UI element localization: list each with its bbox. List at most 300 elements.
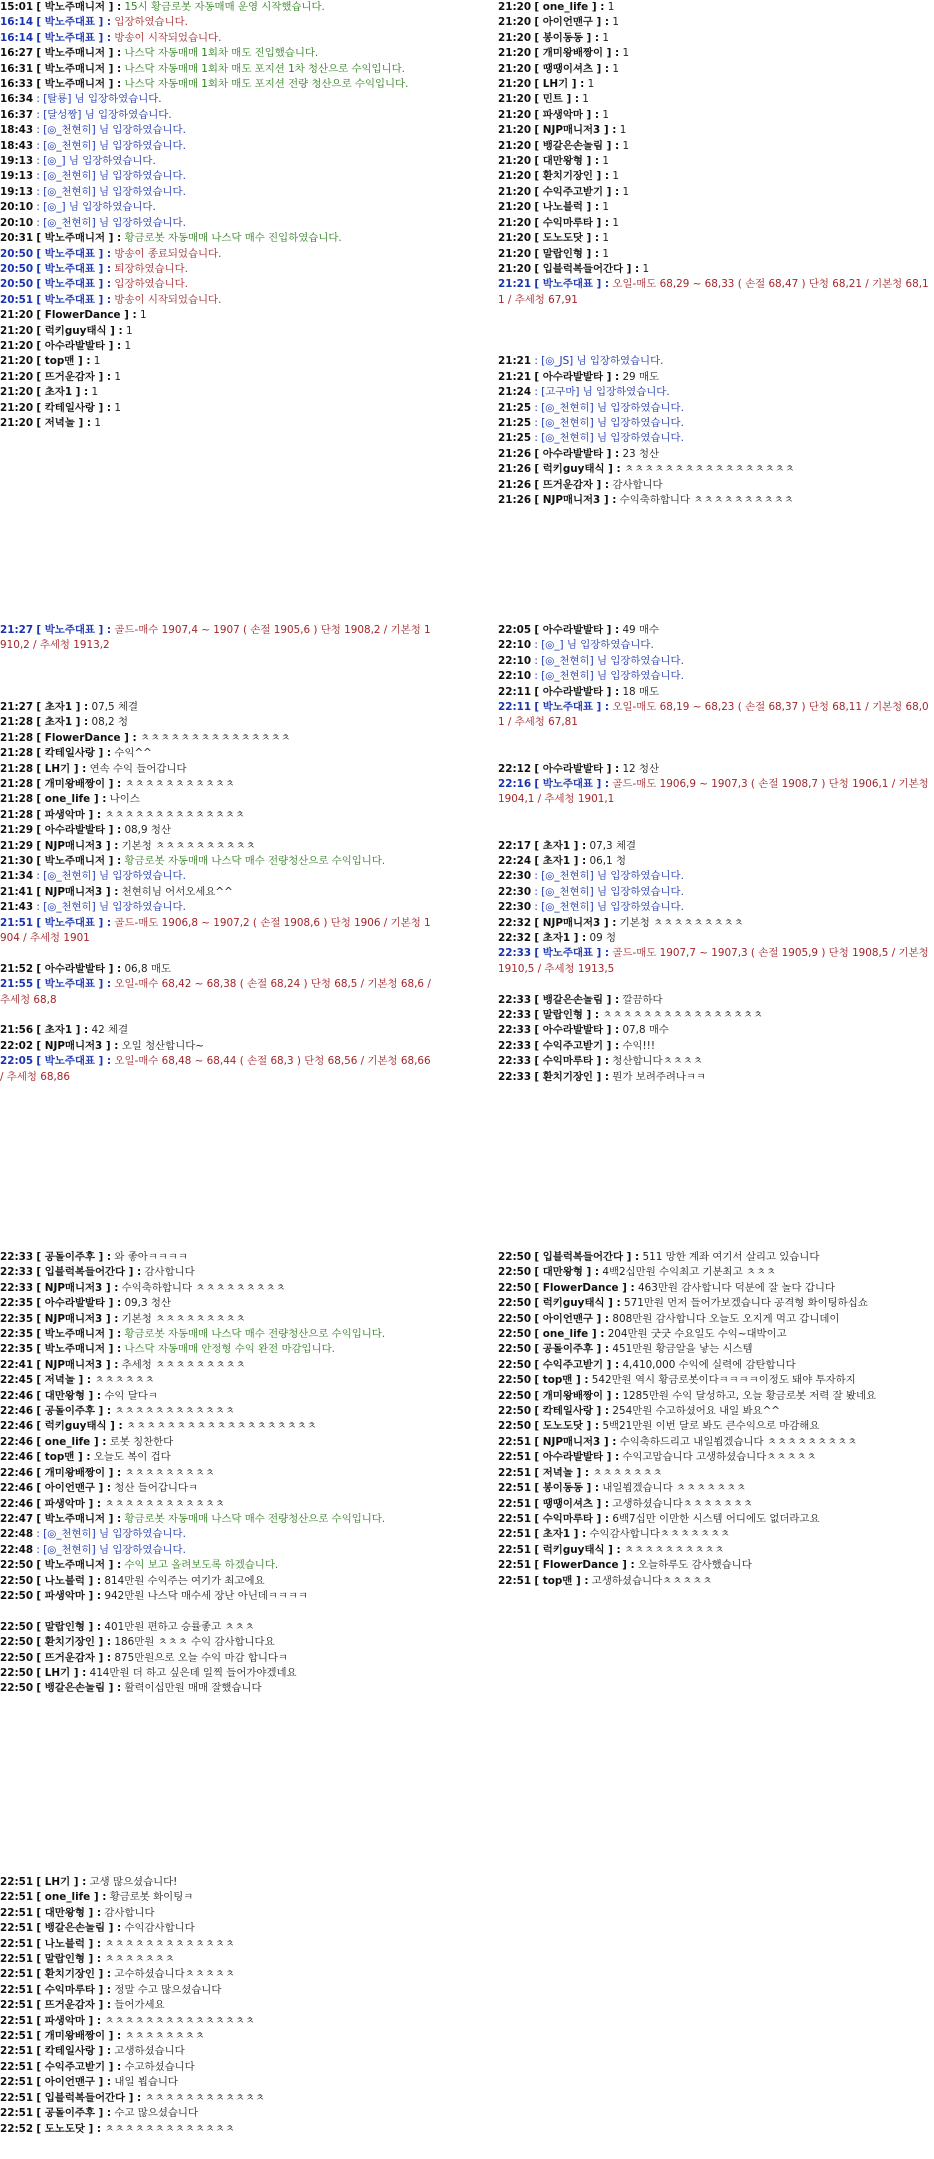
chat-message: [0, 1620, 436, 1635]
message-author: [ 럭키guy태식 ] :: [534, 1297, 621, 1310]
message-time: 22:33: [498, 1024, 532, 1037]
message-author: [ 저녁놀 ] :: [36, 1374, 92, 1387]
chat-message: [498, 15, 934, 30]
message-author: [ NJP매니저3 ] :: [36, 1039, 119, 1052]
message-text: 수익 달다ㅋ: [104, 1389, 158, 1402]
message-author: [ 말랍인형 ] :: [36, 1953, 102, 1966]
message-text: 18 매도: [622, 685, 660, 698]
message-author: [ one_life ] :: [36, 1891, 107, 1904]
chat-message: [0, 1327, 436, 1342]
message-text: : [◎_천현히] 님 입장하였습니다.: [534, 901, 684, 914]
message-text: ㅊㅊㅊㅊㅊㅊㅊㅊㅊㅊㅊㅊ: [104, 1497, 225, 1510]
message-text: 1: [602, 232, 609, 245]
message-author: [ 뜨거운감자 ] :: [36, 370, 112, 383]
chat-message: [0, 77, 436, 92]
message-time: 21:20: [0, 324, 34, 337]
message-author: [ 수익주고받기 ] :: [534, 1358, 620, 1371]
message-text: 나이스: [109, 793, 140, 806]
message-author: [ 뱅갈은손놀림 ] :: [36, 1682, 122, 1695]
message-time: 22:33: [0, 1251, 34, 1263]
message-author: [ 아이언맨구 ] :: [36, 2076, 112, 2089]
message-time: 22:11: [498, 701, 532, 714]
message-text: : [◎_천현히] 님 입장하였습니다.: [534, 654, 684, 667]
message-author: [ NJP매니저3 ] :: [534, 493, 617, 506]
message-author: [ 럭키guy태식 ] :: [534, 463, 621, 476]
message-author: [ LH기 ] :: [36, 1666, 87, 1679]
message-author: [ 환치기장인 ] :: [534, 170, 610, 183]
message-author: [ 도노도닷 ] :: [534, 1420, 600, 1433]
message-author: [ 초자1 ] :: [36, 716, 89, 729]
message-text: 814만원 수익주는 여기가 최고에요: [104, 1574, 265, 1587]
chat-message: [498, 1466, 934, 1481]
message-time: 22:50: [0, 1666, 34, 1679]
chat-system-message: [0, 154, 436, 169]
message-author: [ 박노주대표 ] :: [36, 978, 112, 991]
message-time: 22:50: [498, 1358, 532, 1371]
message-author: [ NJP매니저3 ] :: [534, 124, 617, 137]
chat-message: [0, 1281, 436, 1296]
chat-message: [0, 808, 436, 823]
message-author: [ 박노주대표 ] :: [36, 16, 112, 29]
message-time: 22:51: [0, 1953, 34, 1966]
message-author: [ NJP매니저3 ] :: [36, 839, 119, 852]
message-time: 22:51: [0, 1983, 34, 1996]
chat-message: [0, 792, 436, 807]
message-time: 22:35: [0, 1343, 34, 1356]
message-author: [ 박노주대표 ] :: [36, 1055, 112, 1068]
message-text: 오일-매수 68,42 ~ 68,38 ( 손절 68,24 ) 단청 68,5 / 기본청 68,6 / 추세청 68,8: [0, 978, 431, 1006]
message-text: ㅊㅊㅊㅊㅊㅊㅊㅊㅊㅊㅊㅊㅊㅊㅊㅊ: [602, 1009, 763, 1022]
message-text: 1: [622, 47, 630, 60]
chat-spacer: [498, 808, 934, 823]
message-time: 16:31: [0, 62, 34, 75]
message-author: [ 봉이동동 ] :: [534, 1482, 600, 1495]
message-time: 22:46: [0, 1466, 34, 1479]
message-author: [ FlowerDance ] :: [534, 1559, 635, 1572]
message-author: [ 럭키guy태식 ] :: [36, 324, 123, 337]
message-author: [ 아수라발발타 ] :: [36, 1297, 122, 1310]
message-author: [ 입블럭복들어간다 ] :: [534, 262, 640, 275]
message-text: 1: [622, 185, 630, 198]
chat-message: [0, 247, 436, 262]
message-time: 21:28: [0, 731, 34, 744]
message-author: [ 파생악마 ] :: [36, 2014, 102, 2027]
message-author: [ 공돌이주후 ] :: [36, 2107, 112, 2120]
message-author: [ FlowerDance ] :: [36, 731, 137, 744]
message-time: 21:20: [0, 355, 34, 368]
chat-system-message: [498, 416, 934, 431]
message-time: 21:21: [498, 370, 532, 383]
chat-message: [498, 762, 934, 777]
chat-message: [498, 1450, 934, 1465]
message-author: [ 입블럭복들어간다 ] :: [36, 1266, 142, 1279]
message-time: 21:20: [498, 216, 532, 229]
chat-message: [498, 1389, 934, 1404]
chat-panel-7: [0, 1875, 436, 2137]
message-text: 깔끔하다: [622, 993, 663, 1006]
message-time: 16:33: [0, 78, 34, 91]
message-text: ㅊㅊㅊㅊㅊㅊㅊㅊㅊㅊㅊㅊ: [114, 1405, 235, 1418]
message-time: 22:50: [498, 1328, 532, 1341]
message-text: 골드-매도 1907,7 ~ 1907,3 ( 손절 1905,9 ) 단청 1908,5 / 기본청 1910,5 / 추세청 1913,5: [498, 947, 929, 975]
chat-message: [498, 1312, 934, 1327]
chat-message: [0, 1574, 436, 1589]
chat-message: [498, 1054, 934, 1069]
chat-panel-6: [498, 1250, 934, 1589]
chat-message: [0, 1466, 436, 1481]
chat-message: [498, 1435, 934, 1450]
message-text: 1: [91, 386, 99, 399]
message-author: [ 나노블럭 ] :: [36, 1574, 102, 1587]
message-text: : [◎_] 님 입장하였습니다.: [534, 639, 654, 652]
message-time: 22:51: [498, 1497, 532, 1510]
chat-message: [0, 777, 436, 792]
message-author: [ 도노도닷 ] :: [36, 2122, 102, 2135]
chat-message: [498, 77, 934, 92]
message-text: 08,2 청: [91, 716, 128, 729]
message-text: 수익축하드리고 내일뵙겠습니다 ㅊㅊㅊㅊㅊㅊㅊㅊㅊ: [619, 1435, 858, 1448]
message-author: [ 수익마루타 ] :: [534, 1512, 610, 1525]
message-time: 20:50: [0, 247, 34, 260]
message-author: [ 초자1 ] :: [534, 932, 587, 945]
chat-message: [0, 2060, 436, 2075]
chat-message: [0, 623, 436, 654]
chat-message: [498, 839, 934, 854]
message-author: [ 뱅갈은손놀림 ] :: [534, 139, 620, 152]
chat-message: [0, 1890, 436, 1905]
message-time: 22:33: [498, 947, 532, 960]
message-text: 1: [602, 31, 609, 44]
chat-panel-4: [498, 623, 934, 1085]
chat-panel-1: [0, 0, 436, 431]
chat-spacer: [0, 1604, 436, 1619]
message-text: 오일 청산합니다~: [121, 1039, 205, 1052]
chat-message: [498, 200, 934, 215]
message-text: 1: [94, 416, 101, 429]
message-author: [ 뱅갈은손놀림 ] :: [534, 993, 620, 1006]
message-author: [ 개미왕배짱이 ] :: [36, 1466, 122, 1479]
message-time: 16:14: [0, 16, 34, 29]
chat-system-message: [498, 869, 934, 884]
message-text: 황금로봇 자동매매 나스닥 매수 진입하였습니다.: [124, 232, 342, 245]
message-text: 고생하셨습니다ㅊㅊㅊㅊㅊㅊㅊ: [612, 1497, 753, 1510]
message-time: 22:50: [0, 1636, 34, 1649]
message-time: 22:48: [0, 1528, 34, 1541]
message-author: [ 파생악마 ] :: [36, 1497, 102, 1510]
message-text: 571만원 먼저 들어가보겠습니다 공격형 화이팅하십쇼: [623, 1297, 868, 1310]
message-text: ㅊㅊㅊㅊㅊㅊ: [94, 1374, 155, 1387]
chat-message: [0, 885, 436, 900]
message-time: 22:51: [0, 1906, 34, 1919]
message-author: [ 공돌이주후 ] :: [36, 1405, 112, 1418]
message-text: 뭔가 보려주려나ㅋㅋ: [612, 1070, 707, 1083]
chat-message: [498, 1404, 934, 1419]
message-time: 22:51: [498, 1482, 532, 1495]
message-time: 21:20: [498, 201, 532, 214]
message-text: 451만원 황금알을 낳는 시스템: [612, 1343, 753, 1356]
chat-message: [498, 1558, 934, 1573]
message-time: 16:37: [0, 108, 34, 121]
message-text: 42 체결: [91, 1024, 129, 1037]
message-time: 22:35: [0, 1297, 34, 1310]
message-text: 고생 많으셨습니다!: [89, 1876, 178, 1888]
chat-system-message: [498, 401, 934, 416]
message-time: 22:33: [498, 1039, 532, 1052]
message-text: 1: [612, 16, 620, 29]
message-author: [ 아수라발발타 ] :: [534, 1451, 620, 1464]
chat-spacer: [498, 977, 934, 992]
message-author: [ 말랍인형 ] :: [36, 1620, 102, 1633]
message-time: 22:51: [498, 1451, 532, 1464]
message-text: ㅊㅊㅊㅊㅊㅊㅊㅊㅊㅊㅊㅊㅊㅊ: [104, 808, 245, 821]
message-author: [ 칵테일사랑 ] :: [36, 2045, 112, 2058]
message-time: 19:13: [0, 170, 34, 183]
chat-system-message: [498, 654, 934, 669]
chat-message: [0, 1039, 436, 1054]
message-text: 수익감사합니다ㅊㅊㅊㅊㅊㅊㅊ: [589, 1528, 731, 1541]
message-text: 4백2십만원 수익최고 기분최고 ㅊㅊㅊ: [602, 1266, 777, 1279]
message-text: 186만원 ㅊㅊㅊ 수익 감사합니다요: [114, 1636, 275, 1649]
message-author: [ 환치기장인 ] :: [36, 1968, 112, 1981]
message-author: [ 수익주고받기 ] :: [534, 185, 620, 198]
message-time: 22:45: [0, 1374, 34, 1387]
message-author: [ 칵테일사랑 ] :: [36, 747, 112, 760]
message-author: [ 박노주대표 ] :: [534, 701, 610, 714]
message-time: 22:50: [498, 1374, 532, 1387]
message-time: 21:20: [498, 262, 532, 275]
message-time: 22:12: [498, 762, 532, 775]
message-text: 414만원 더 하고 싶은데 일찍 들어가야겠네요: [89, 1666, 297, 1679]
message-author: [ NJP매니저3 ] :: [36, 1358, 119, 1371]
message-time: 21:29: [0, 839, 34, 852]
chat-message: [498, 31, 934, 46]
chat-message: [0, 977, 436, 1008]
message-time: 21:20: [498, 47, 532, 60]
message-author: [ 아수라발발타 ] :: [534, 370, 620, 383]
message-author: [ 초자1 ] :: [534, 855, 587, 868]
chat-message: [0, 1651, 436, 1666]
message-text: : [◎_] 님 입장하였습니다.: [36, 155, 156, 168]
chat-spacer: [0, 946, 436, 961]
message-text: 511 망한 계좌 여기서 살리고 있습니다: [642, 1251, 820, 1263]
message-time: 22:11: [498, 685, 532, 698]
message-author: [ 초자1 ] :: [534, 1528, 587, 1541]
message-author: [ 아이언맨구 ] :: [36, 1482, 112, 1495]
chat-message: [0, 1342, 436, 1357]
message-text: 15시 황금로봇 자동매매 운영 시작했습니다.: [124, 1, 325, 13]
message-time: 22:51: [498, 1559, 532, 1572]
chat-message: [0, 62, 436, 77]
message-time: 22:46: [0, 1451, 34, 1464]
message-text: 내일뵙겠습니다 ㅊㅊㅊㅊㅊㅊㅊ: [602, 1482, 747, 1495]
message-time: 22:50: [498, 1251, 532, 1263]
message-time: 20:50: [0, 262, 34, 275]
message-author: [ 아수라발발타 ] :: [534, 762, 620, 775]
chat-system-message: [498, 900, 934, 915]
message-author: [ 수익주고받기 ] :: [36, 2060, 122, 2073]
message-text: ㅊㅊㅊㅊㅊㅊㅊㅊㅊ: [124, 1466, 215, 1479]
message-author: [ 아수라발발타 ] :: [534, 624, 620, 636]
message-time: 22:33: [498, 1009, 532, 1022]
message-time: 22:50: [498, 1420, 532, 1433]
message-author: [ 럭키guy태식 ] :: [534, 1543, 621, 1556]
message-author: [ NJP매니저3 ] :: [36, 1281, 119, 1294]
message-time: 22:51: [0, 1999, 34, 2012]
message-text: 기본청 ㅊㅊㅊㅊㅊㅊㅊㅊㅊㅊ: [121, 839, 256, 852]
chat-message: [498, 1497, 934, 1512]
message-author: [ 파생악마 ] :: [36, 1589, 102, 1602]
message-text: 06,8 매도: [124, 962, 171, 975]
chat-message: [0, 823, 436, 838]
message-text: 감사합니다: [612, 478, 663, 491]
message-text: ㅊㅊㅊㅊㅊㅊㅊ: [104, 1953, 175, 1966]
message-text: 1: [642, 262, 650, 275]
message-time: 22:50: [498, 1389, 532, 1402]
message-author: [ 저녁놀 ] :: [36, 416, 92, 429]
message-time: 20:10: [0, 201, 34, 214]
chat-message: [0, 1265, 436, 1280]
message-time: 21:27: [0, 624, 34, 636]
message-author: [ 봉이동동 ] :: [534, 31, 600, 44]
message-time: 22:32: [498, 932, 532, 945]
message-text: 수익고맙습니다 고생하셨습니다ㅊㅊㅊㅊㅊ: [622, 1451, 817, 1464]
message-author: [ 박노주대표 ] :: [36, 247, 112, 260]
chat-message: [0, 1967, 436, 1982]
message-author: [ NJP매니저3 ] :: [534, 916, 617, 929]
message-author: [ 아이언맨구 ] :: [534, 16, 610, 29]
message-author: [ 개미왕배짱이 ] :: [534, 1389, 620, 1402]
chat-message: [498, 108, 934, 123]
message-time: 19:13: [0, 155, 34, 168]
chat-message: [0, 1373, 436, 1388]
message-time: 22:51: [0, 1922, 34, 1935]
message-text: : [◎_천현히] 님 입장하였습니다.: [534, 401, 684, 414]
message-author: [ 입블럭복들어간다 ] :: [36, 2091, 142, 2104]
message-author: [ 파생악마 ] :: [534, 108, 600, 121]
chat-message: [498, 931, 934, 946]
chat-message: [498, 854, 934, 869]
chat-message: [498, 277, 934, 308]
message-text: ㅊㅊㅊㅊㅊㅊㅊㅊㅊㅊㅊㅊㅊㅊㅊㅊㅊ: [623, 463, 795, 476]
message-text: 06,1 청: [589, 855, 626, 868]
message-time: 21:41: [0, 885, 34, 898]
message-author: [ one_life ] :: [534, 1328, 605, 1341]
message-time: 22:51: [498, 1528, 532, 1541]
message-text: 254만원 수고하셨어요 내일 봐요^^: [612, 1405, 781, 1418]
message-text: 수익 보고 올려보도록 하겠습니다.: [124, 1559, 279, 1572]
message-time: 22:50: [498, 1281, 532, 1294]
message-text: ㅊㅊㅊㅊㅊㅊㅊㅊㅊㅊㅊㅊㅊ: [104, 2122, 235, 2135]
chat-message: [498, 247, 934, 262]
message-time: 22:51: [498, 1512, 532, 1525]
message-time: 22:46: [0, 1482, 34, 1495]
message-text: 오일-매도 68,19 ~ 68,23 ( 손절 68,37 ) 단청 68,11 / 기본청 68,01 / 추세청 67,81: [498, 701, 929, 729]
chat-message: [498, 1296, 934, 1311]
message-time: 22:50: [0, 1620, 34, 1633]
message-time: 22:46: [0, 1435, 34, 1448]
message-time: 21:20: [498, 62, 532, 75]
chat-system-message: [498, 431, 934, 446]
message-text: : [◎_JS] 님 입장하였습니다.: [534, 355, 664, 368]
message-time: 20:31: [0, 232, 34, 245]
message-time: 20:50: [0, 278, 34, 291]
chat-panel-5: [0, 1250, 436, 1697]
message-text: ㅊㅊㅊㅊㅊㅊㅊㅊㅊㅊㅊㅊㅊ: [104, 1937, 235, 1950]
message-text: 1: [587, 78, 595, 91]
message-text: 와 좋아ㅋㅋㅋㅋ: [114, 1251, 188, 1263]
message-author: [ 말랍인형 ] :: [534, 1009, 600, 1022]
message-author: [ 박노주대표 ] :: [534, 778, 610, 791]
message-time: 22:33: [498, 1070, 532, 1083]
message-time: 21:20: [0, 309, 34, 322]
message-text: : [◎_천현히] 님 입장하였습니다.: [534, 870, 684, 883]
chat-system-message: [0, 123, 436, 138]
message-author: [ 초자1 ] :: [36, 386, 89, 399]
message-text: : [◎_천현히] 님 입장하였습니다.: [36, 124, 186, 137]
message-author: [ 개미왕배짱이 ] :: [36, 778, 122, 791]
message-author: [ 박노주매니저 ] :: [36, 855, 122, 868]
message-time: 22:51: [0, 1876, 34, 1888]
message-author: [ 박노주매니저 ] :: [36, 232, 122, 245]
chat-message: [0, 839, 436, 854]
message-author: [ NJP매니저3 ] :: [36, 1312, 119, 1325]
message-author: [ FlowerDance ] :: [36, 309, 137, 322]
message-text: 황금로봇 자동매매 나스닥 매수 전량청산으로 수익입니다.: [124, 1328, 386, 1341]
chat-message: [498, 216, 934, 231]
chat-message: [0, 715, 436, 730]
chat-message: [0, 1435, 436, 1450]
message-author: [ 박노주대표 ] :: [36, 624, 112, 636]
chat-message: [0, 2091, 436, 2106]
message-text: : [◎_천현히] 님 입장하였습니다.: [36, 1528, 186, 1541]
message-time: 18:43: [0, 124, 34, 137]
chat-message: [498, 1419, 934, 1434]
message-text: 감사합니다: [104, 1906, 155, 1919]
chat-panel-2: [498, 0, 934, 508]
message-author: [ 뱅갈은손놀림 ] :: [36, 1922, 122, 1935]
chat-message: [498, 123, 934, 138]
message-time: 22:51: [498, 1543, 532, 1556]
message-time: 21:28: [0, 808, 34, 821]
message-author: [ 박노주대표 ] :: [534, 278, 610, 291]
message-time: 22:50: [0, 1559, 34, 1572]
message-time: 21:24: [498, 386, 532, 399]
message-author: [ 초자1 ] :: [36, 700, 89, 713]
message-text: 들어가세요: [114, 1999, 165, 2012]
message-text: 수익축하합니다 ㅊㅊㅊㅊㅊㅊㅊㅊㅊ: [121, 1281, 286, 1294]
message-time: 22:46: [0, 1420, 34, 1433]
message-author: [ 박노주매니저 ] :: [36, 1559, 122, 1572]
chat-message: [0, 1312, 436, 1327]
message-text: 활력이십만원 매매 잘했습니다: [124, 1682, 262, 1695]
message-time: 22:17: [498, 839, 532, 852]
message-text: 23 청산: [622, 447, 660, 460]
message-time: 22:51: [0, 2014, 34, 2027]
message-author: [ 나노블럭 ] :: [36, 1937, 102, 1950]
message-author: [ NJP매니저3 ] :: [534, 1435, 617, 1448]
message-text: 청산합니다ㅊㅊㅊㅊ: [612, 1055, 703, 1068]
message-text: 고생하셨습니다: [114, 2045, 185, 2058]
message-text: 수익축하합니다 ㅊㅊㅊㅊㅊㅊㅊㅊㅊㅊ: [619, 493, 794, 506]
message-time: 21:25: [498, 432, 532, 445]
chat-message: [498, 623, 934, 638]
message-text: 1285만원 수익 달성하고, 오늘 황금로봇 저력 잘 봤네요: [622, 1389, 877, 1402]
message-text: 나스닥 자동매매 1회차 매도 진입했습니다.: [124, 47, 319, 60]
message-text: 6백7십만 이만한 시스템 어디에도 없더라고요: [612, 1512, 820, 1525]
message-text: 황금로봇 화이팅ㅋ: [109, 1891, 194, 1904]
chat-message: [498, 231, 934, 246]
message-text: : [◎_천현히] 님 입장하였습니다.: [534, 885, 684, 898]
